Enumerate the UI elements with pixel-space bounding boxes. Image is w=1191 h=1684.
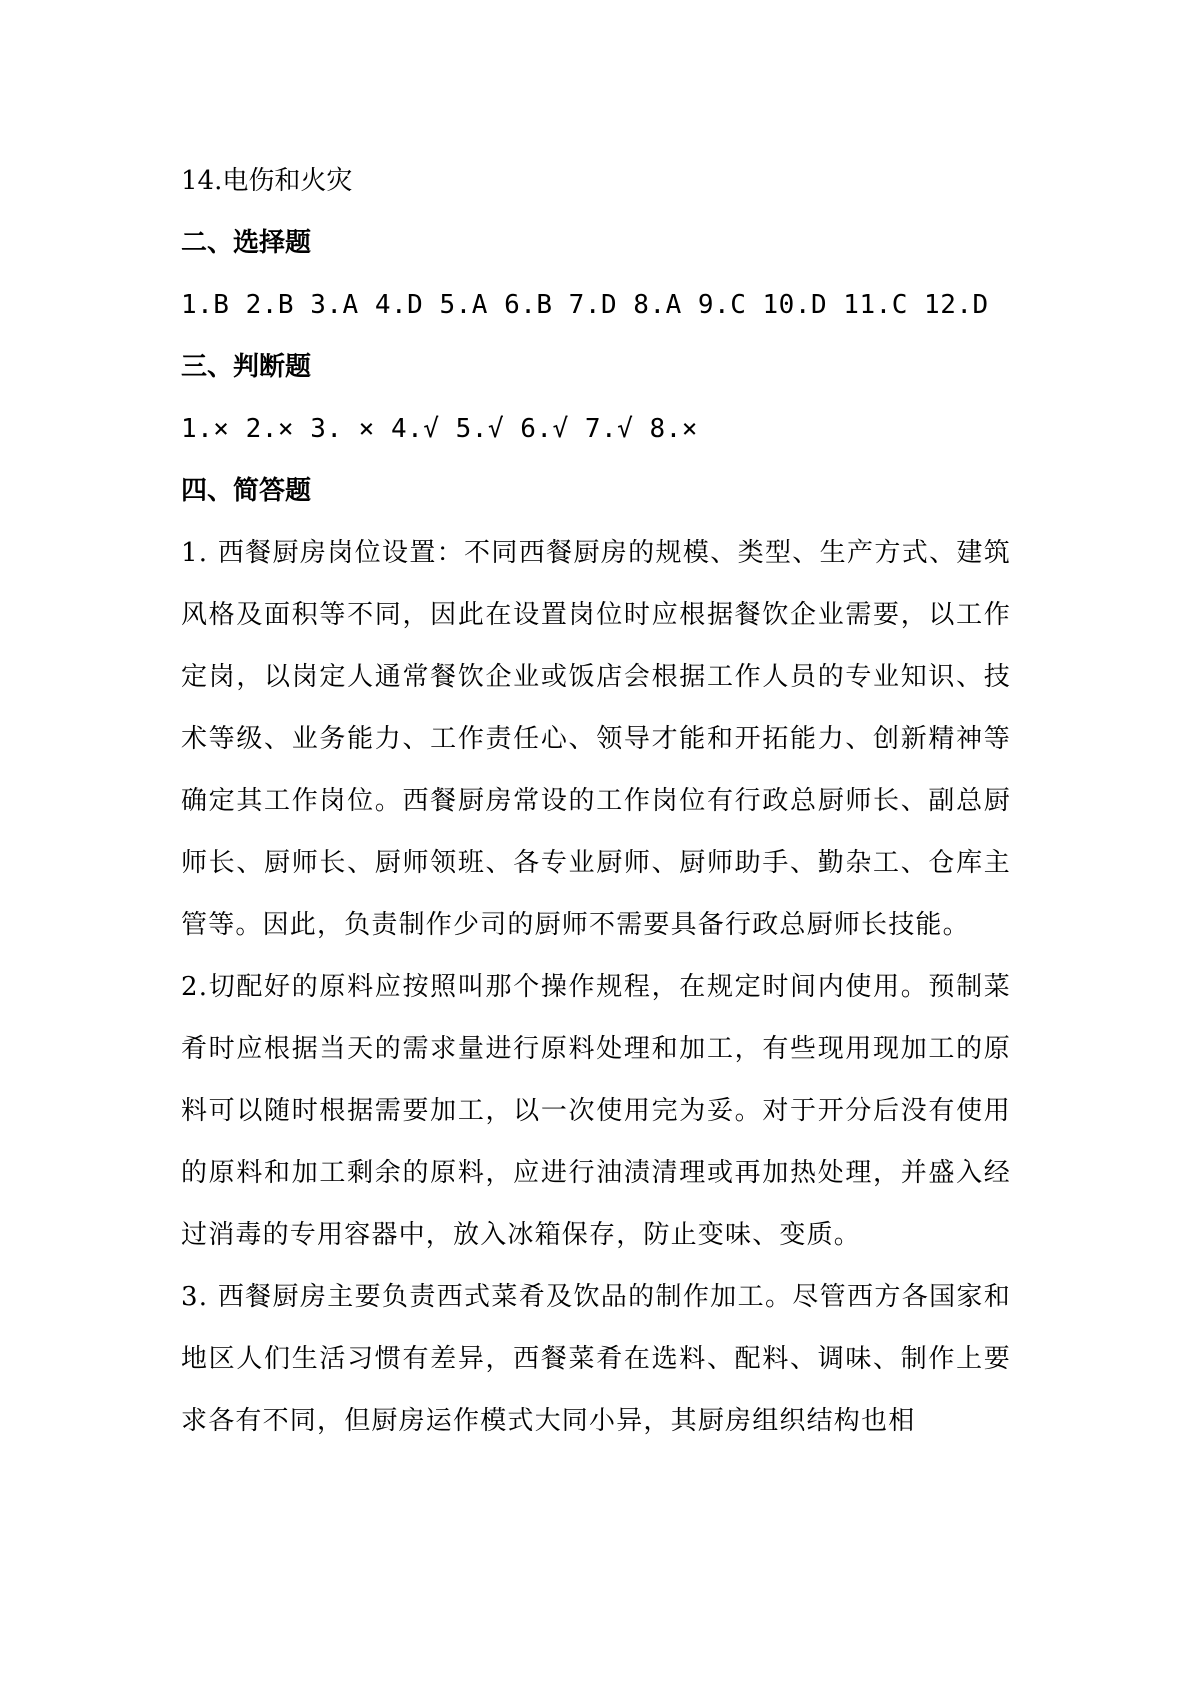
answer-line-14: 14.电伤和火灾 — [181, 166, 353, 196]
section-heading-choice: 二、选择题 — [181, 228, 312, 258]
short-answer-3: 3. 西餐厨房主要负责西式菜肴及饮品的制作加工。尽管西方各国家和地区人们生活习惯有差异，西餐菜肴在选料、配料、调味、制作上要求各有不同，但厨房运作模式大同小异，其厨房组织结构也相 — [181, 1282, 1011, 1436]
choice-answers: 1.B 2.B 3.A 4.D 5.A 6.B 7.D 8.A 9.C 10.D 11.C 12.D — [181, 290, 989, 320]
short-answer-2: 2.切配好的原料应按照叫那个操作规程，在规定时间内使用。预制菜肴时应根据当天的需求量进行原料处理和加工，有些现用现加工的原料可以随时根据需要加工，以一次使用完为妥。对于开分后没有使用的原料和加工剩余的原料，应进行油渍清理或再加热处理，并盛入经过消毒的专用容器中，放入冰箱保存，防止变味、变质。 — [181, 972, 1011, 1250]
section-heading-judgement: 三、判断题 — [181, 352, 312, 382]
short-answer-1: 1. 西餐厨房岗位设置：不同西餐厨房的规模、类型、生产方式、建筑风格及面积等不同，因此在设置岗位时应根据餐饮企业需要，以工作定岗，以岗定人通常餐饮企业或饭店会根据工作人员的专业知识、技术等级、业务能力、工作责任心、领导才能和开拓能力、创新精神等确定其工作岗位。西餐厨房常设的工作岗位有行政总厨师长、副总厨师长、厨师长、厨师领班、各专业厨师、厨师助手、勤杂工、仓库主管等。因此，负责制作少司的厨师不需要具备行政总厨师长技能。 — [181, 538, 1011, 940]
section-heading-short-answer: 四、简答题 — [181, 476, 312, 506]
page-content — [181, 150, 1011, 1452]
judgement-answers: 1.× 2.× 3. × 4.√ 5.√ 6.√ 7.√ 8.× — [181, 414, 698, 444]
